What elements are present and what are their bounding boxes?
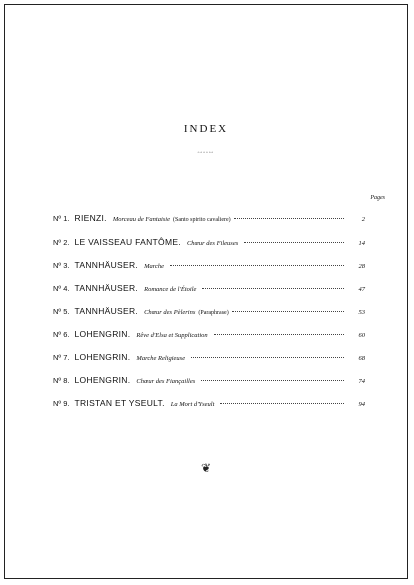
entry-number: Nº 2. [53,238,70,247]
entry-work: TANNHÄUSER. [74,283,139,293]
entry-number: Nº 9. [53,399,70,408]
entry-number: Nº 6. [53,330,70,339]
dot-leader [220,403,344,404]
index-entry [53,398,365,408]
dot-leader [201,380,344,381]
dot-leader [191,357,344,358]
entry-page: 53 [358,309,365,316]
entry-number: Nº 7. [53,353,70,362]
entry-note: (Santo spirito cavaliere) [173,217,231,223]
title-ornament: ▫▫▫▫▫▫ [197,151,215,156]
entry-piece: Chœur des Fileuses [186,240,239,247]
entry-work: TRISTAN ET YSEULT. [74,398,165,408]
dot-leader [214,334,344,335]
index-entry [53,260,365,270]
entry-page: 47 [358,286,365,293]
dot-leader [202,288,344,289]
page-title: INDEX [183,123,229,135]
dot-leader [234,218,344,219]
entry-page: 2 [361,216,365,223]
entry-number: Nº 4. [53,284,70,293]
entry-work: RIENZI. [74,213,107,223]
entry-page: 74 [358,378,365,385]
index-entry [53,375,365,385]
entry-work: TANNHÄUSER. [74,260,139,270]
entry-work: LOHENGRIN. [74,329,131,339]
entry-number: Nº 3. [53,261,70,270]
entry-number: Nº 5. [53,307,70,316]
index-entry [53,213,365,223]
entry-piece: Rêve d'Elsa et Supplication [136,332,208,339]
entry-work: LOHENGRIN. [74,375,131,385]
entry-piece: Morceau de Fantaisie [112,216,170,223]
entry-work: LOHENGRIN. [74,352,131,362]
index-entry [53,237,365,247]
entry-piece: Marche Religieuse [136,355,186,362]
entry-piece: Romance de l'Étoile [144,286,197,293]
pages-column-label: Pages [370,195,385,201]
entry-page: 94 [358,401,365,408]
entry-page: 14 [358,240,365,247]
index-entry [53,283,365,293]
entry-number: Nº 8. [53,376,70,385]
entry-page: 28 [358,263,365,270]
entry-page: 60 [358,332,365,339]
index-entry [53,352,365,362]
entry-work: LE VAISSEAU FANTÔME. [74,237,181,247]
entry-note: (Paraphrase) [198,310,229,316]
dot-leader [232,311,344,312]
ornament-icon: ❦ [200,461,212,475]
entry-work: TANNHÄUSER. [74,306,139,316]
dot-leader [170,265,344,266]
index-entry [53,329,365,339]
entry-page: 68 [358,355,365,362]
document-page [4,4,408,579]
entry-piece: Chœur des Fiançailles [136,378,196,385]
dot-leader [244,242,344,243]
entry-piece: La Mort d'Yseult [170,401,215,408]
entry-number: Nº 1. [53,214,70,223]
entry-piece: Chœur des Pèlerins [144,309,196,316]
index-entry [53,306,365,316]
entry-piece: Marche [144,263,165,270]
